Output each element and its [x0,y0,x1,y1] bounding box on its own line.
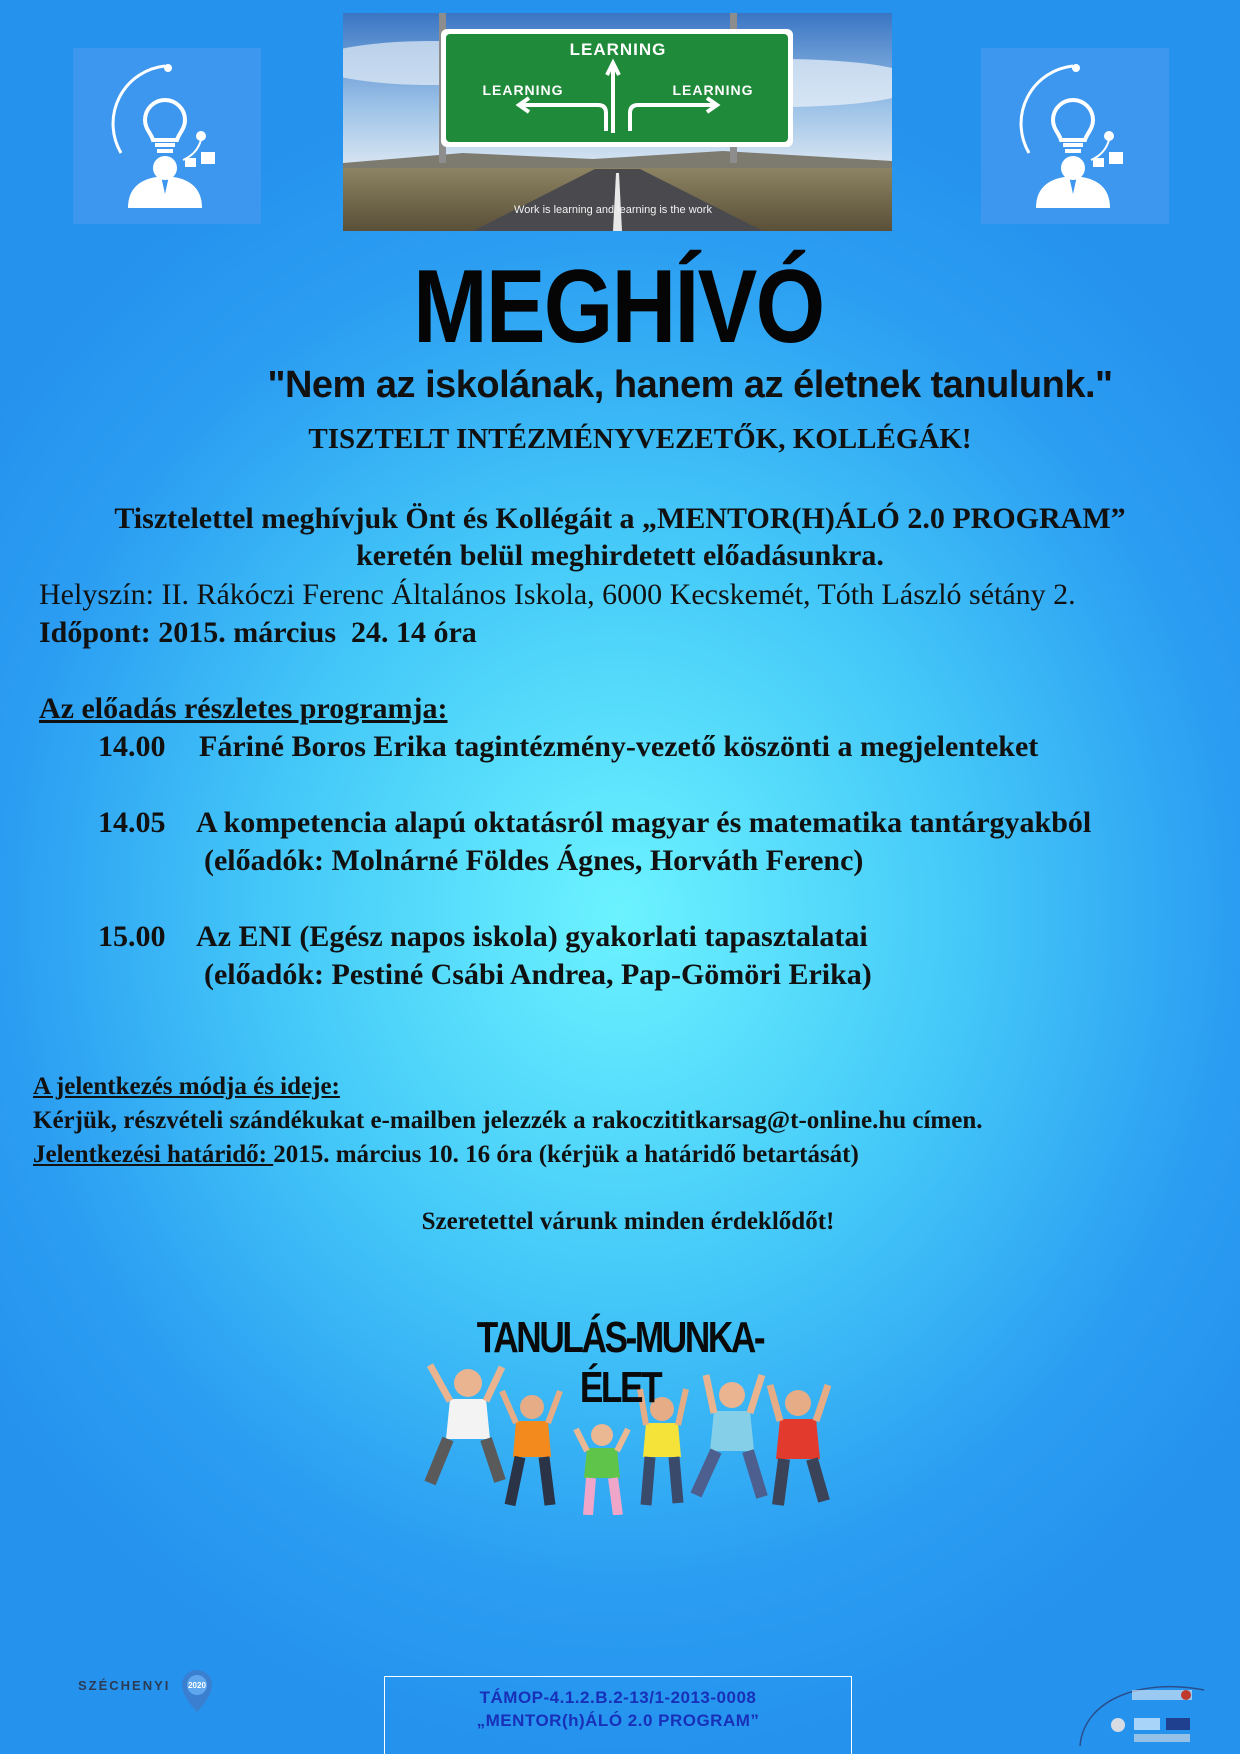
registration-text: Kérjük, részvételi szándékukat e-mailben jelezzék a rakoczititkarsag@t-online.hu címen. [33,1107,983,1134]
eu-funding-logos [1074,1668,1214,1748]
date-value: 2015. március 24. 14 óra [158,616,477,649]
sign-main-text: LEARNING [569,40,667,59]
invitation-line-2: keretén belül meghirdetett előadásunkra. [356,539,884,572]
szechenyi-logo-text: SZÉCHENYI [78,1678,171,1693]
sign-caption: Work is learning and learning is the work [514,204,712,216]
project-info-box [384,1676,852,1758]
sign-right-text: LEARNING [672,82,754,98]
date-label: Időpont: [39,616,151,649]
kid-figure [576,1424,628,1515]
szechenyi-2020-pin-icon [180,1668,214,1719]
program-speakers: (előadók: Pestiné Csábi Andrea, Pap-Gömöri Erika) [204,958,872,991]
registration-heading: A jelentkezés módja és ideje: [33,1073,340,1100]
program-time: 14.00 [98,730,166,763]
program-heading: Az előadás részletes programja: [39,692,448,725]
welcome-text: Szeretettel várunk minden érdeklődőt! [421,1208,835,1235]
kids-banner-title: TANULÁS-MUNKA-ÉLET [476,1313,764,1412]
venue-label: Helyszín: [39,578,154,611]
registration-deadline [33,1142,859,1167]
szechenyi-year: 2020 [188,1681,206,1690]
salutation: TISZTELT INTÉZMÉNYVEZETŐK, KOLLÉGÁK! [308,423,972,455]
deadline-label: Jelentkezési határidő: [33,1141,274,1168]
invitation-line-1: Tisztelettel meghívjuk Önt és Kollégáit a „MENTOR(H)ÁLÓ 2.0 PROGRAM” [114,502,1126,535]
sign-left-text: LEARNING [482,82,564,98]
program-time: 15.00 [98,920,166,953]
venue-value: II. Rákóczi Ferenc Általános Iskola, 6000 Kecskemét, Tóth László sétány 2. [161,578,1076,611]
program-title: Az ENI (Egész napos iskola) gyakorlati tapasztalatai [196,920,868,953]
motto: "Nem az iskolának, hanem az életnek tanulunk." [267,364,1113,406]
program-title: A kompetencia alapú oktatásról magyar és matematika tantárgyakból [196,806,1092,839]
deadline-value: 2015. március 10. 16 óra (kérjük a határidő betartását) [273,1141,859,1168]
project-code: TÁMOP-4.1.2.B.2-13/1-2013-0008 [479,1688,757,1707]
program-time: 14.05 [98,806,166,839]
program-title: Fáriné Boros Erika tagintézmény-vezető köszönti a megjelenteket [199,730,1039,763]
page-title: MEGHÍVÓ [413,249,824,365]
project-name: „MENTOR(h)ÁLÓ 2.0 PROGRAM” [476,1711,760,1730]
program-speakers: (előadók: Molnárné Földes Ágnes, Horváth Ferenc) [204,844,864,877]
